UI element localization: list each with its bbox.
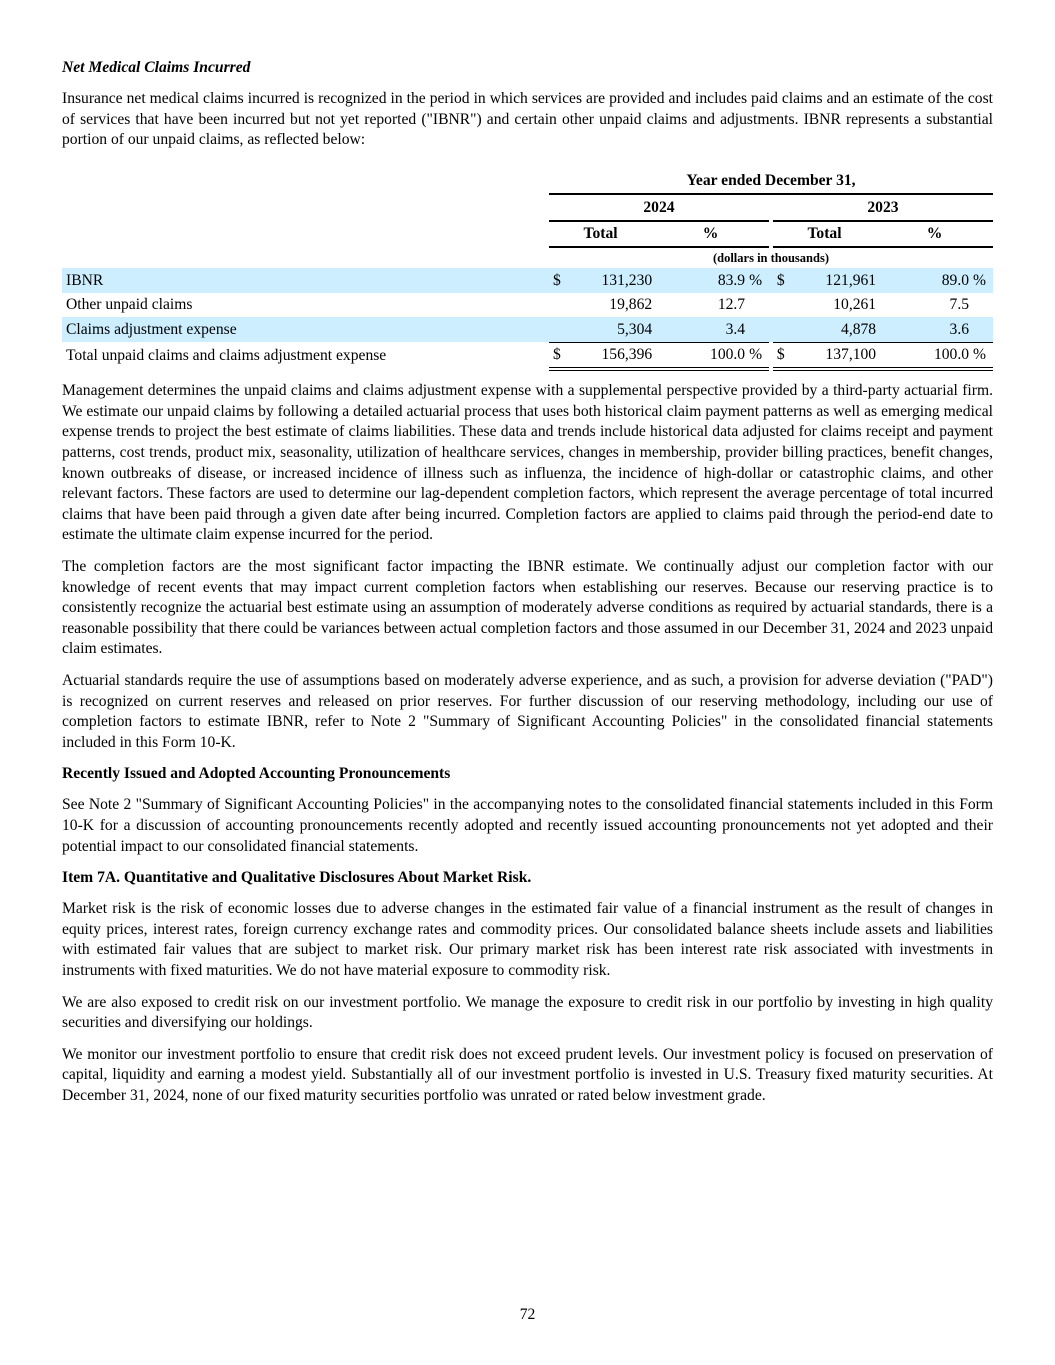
- pct-sign: %: [745, 342, 769, 369]
- units-label: (dollars in thousands): [712, 250, 829, 265]
- col-header-pct-2023: %: [876, 221, 993, 248]
- row-label: IBNR: [62, 268, 549, 293]
- dollar-sign: [773, 293, 797, 318]
- table-row: [62, 268, 993, 293]
- table-row: [62, 317, 993, 342]
- dollar-sign: $: [549, 342, 573, 369]
- pct-sign: [745, 293, 769, 318]
- paragraph-completion-factors: The completion factors are the most significant factor impacting the IBNR estimate. We continually adjust our completion factor with our knowledge of recent events that may impact current completion factors when establishing our reserves. Because our reserving practice is to consistently recognize the actuarial best estimate using an assumption of moderately adverse conditions as required by actuarial standards, there is a reasonable possibility that there could be variances between actual completion factors and those assumed in our December 31, 2024 and 2023 unpaid claim estimates.: [62, 558, 994, 658]
- year-header-2023: 2023: [773, 194, 993, 221]
- pct-sign: [745, 317, 769, 342]
- document-page: [62, 58, 993, 1118]
- table-row-total: [62, 342, 993, 369]
- section-heading-net-medical-claims: Net Medical Claims Incurred: [62, 59, 251, 76]
- row-label: Claims adjustment expense: [62, 317, 549, 342]
- intro-paragraph: Insurance net medical claims incurred is recognized in the period in which services are provided and includes paid claims and an estimate of the cost of services that have been incurred but not yet reported ("IBNR") and certain other unpaid claims and adjustments. IBNR represents a substantial portion of our unpaid claims, as reflected below:: [62, 90, 993, 149]
- total-2024: 156,396: [573, 342, 652, 369]
- pct-sign: [969, 317, 993, 342]
- col-header-pct-2024: %: [652, 221, 769, 248]
- period-header: Year ended December 31,: [549, 169, 993, 195]
- table-header-period: [62, 169, 993, 195]
- section-heading-item-7a: Item 7A. Quantitative and Qualitative Disclosures About Market Risk.: [62, 869, 532, 887]
- total-2024: 131,230: [573, 268, 652, 293]
- paragraph-actuarial-standards: Actuarial standards require the use of assumptions based on moderately adverse experience, and as such, a provision for adverse deviation ("PAD") is recognized on current reserves and released on prior reserves. For further discussion of our reserving methodology, including our use of completion factors to estimate IBNR, refer to Note 2 "Summary of Significant Accounting Policies" in the consolidated financial statements included in this Form 10-K.: [62, 672, 993, 751]
- pct-2023: 3.6: [876, 317, 969, 342]
- pct-2024: 12.7: [717, 296, 746, 314]
- dollar-sign: [773, 317, 797, 342]
- pct-2023: 100.0: [876, 342, 969, 369]
- pct-2023: 89.0: [876, 268, 969, 293]
- dollar-sign: $: [549, 268, 573, 293]
- row-label: Total unpaid claims and claims adjustment expense: [66, 346, 387, 364]
- pct-2024: 3.4: [652, 317, 745, 342]
- row-label: Other unpaid claims: [66, 296, 193, 314]
- pct-2024: 83.9: [652, 268, 745, 293]
- paragraph-pronouncements: See Note 2 "Summary of Significant Accounting Policies" in the accompanying notes to the consolidated financial statements included in this Form 10-K for a discussion of accounting pronouncements recently adopted and recently issued accounting pronouncements not yet adopted and their potential impact to our consolidated financial statements.: [62, 796, 993, 855]
- total-2023: 10,261: [833, 296, 877, 314]
- paragraph-market-risk: Market risk is the risk of economic losses due to adverse changes in the estimated fair value of a financial instrument as the result of changes in equity prices, interest rates, foreign currency exchange rates and commodity prices. Our consolidated balance sheets include assets and liabilities with estimated fair values that are subject to market risk. Our primary market risk has been interest rate risk associated with investments in instruments with fixed maturities. We do not have material exposure to commodity risk.: [62, 900, 993, 979]
- total-2023: 121,961: [797, 268, 876, 293]
- pct-2023: 7.5: [949, 296, 970, 314]
- page-number: 72: [519, 1306, 536, 1323]
- pct-sign: %: [745, 268, 769, 293]
- section-heading-pronouncements: Recently Issued and Adopted Accounting Pronouncements: [62, 765, 451, 783]
- paragraph-credit-risk: We are also exposed to credit risk on our investment portfolio. We manage the exposure to credit risk in our portfolio by investing in high quality securities and diversifying our holdings.: [62, 993, 993, 1032]
- pct-2024: 100.0: [652, 342, 745, 369]
- unpaid-claims-table: [62, 169, 993, 372]
- table-row: [62, 293, 993, 318]
- total-2023: 4,878: [797, 317, 876, 342]
- pct-sign: %: [969, 342, 993, 369]
- total-2024: 19,862: [609, 296, 653, 314]
- dollar-sign: [549, 293, 573, 318]
- pct-sign: [969, 293, 993, 318]
- dollar-sign: $: [773, 268, 797, 293]
- table-header-columns: [62, 221, 993, 248]
- table-header-years: [62, 194, 993, 221]
- col-header-total-2023: Total: [773, 221, 876, 248]
- total-2024: 5,304: [573, 317, 652, 342]
- year-header-2024: 2024: [549, 194, 769, 221]
- total-2023: 137,100: [797, 342, 876, 369]
- table-header-units: [62, 247, 993, 268]
- pct-sign: %: [969, 268, 993, 293]
- paragraph-management: Management determines the unpaid claims and claims adjustment expense with a supplemental perspective provided by a third-party actuarial firm. We estimate our unpaid claims by following a detailed actuarial process that uses both historical claim payment patterns as well as emerging medical expense trends to project the best estimate of claims liabilities. These data and trends include historical data adjusted for claims receipt and payment patterns, cost trends, product mix, seasonality, utilization of healthcare services, changes in membership, provider billing practices, benefit changes, known outbreaks of disease, or increased incidence of illness such as influenza, the incidence of high-dollar or catastrophic claims, and other relevant factors. These factors are used to determine our lag-dependent completion factors, which represent the average percentage of total incurred claims that have been paid through a given date after being incurred. Completion factors are applied to claims paid through the period-end date to estimate the ultimate claim expense incurred for the period.: [62, 382, 993, 544]
- dollar-sign: [549, 317, 573, 342]
- paragraph-investment-monitoring: We monitor our investment portfolio to ensure that credit risk does not exceed prudent levels. Our investment policy is focused on preservation of capital, liquidity and earning a modest yield. Substantially all of our investment portfolio is invested in U.S. Treasury fixed maturity securities. At December 31, 2024, none of our fixed maturity securities portfolio was unrated or rated below investment grade.: [62, 1045, 993, 1104]
- dollar-sign: $: [773, 342, 797, 369]
- col-header-total-2024: Total: [549, 221, 652, 248]
